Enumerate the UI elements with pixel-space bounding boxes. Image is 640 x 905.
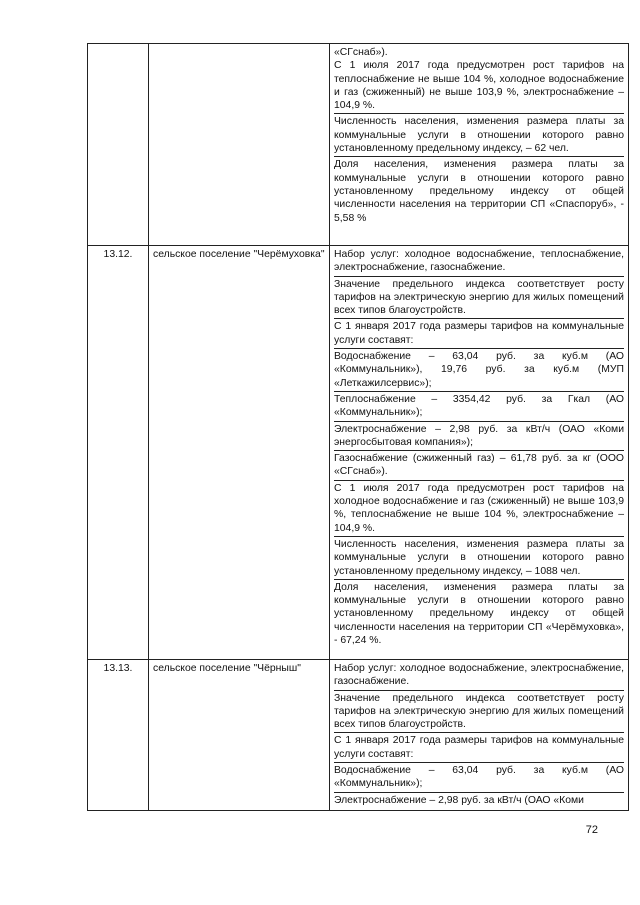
paragraph: Теплоснабжение – 3354,42 руб. за Гкал (АО «Коммунальник»); bbox=[334, 393, 624, 422]
paragraph: Водоснабжение – 63,04 руб. за куб.м (АО «Коммунальник»); bbox=[334, 764, 624, 793]
tariff-table bbox=[87, 43, 629, 811]
paragraph: Значение предельного индекса соответствует росту тарифов на электрическую энергию для жилых помещений всех типов благоустройств. bbox=[334, 278, 624, 320]
table-row bbox=[88, 660, 629, 811]
paragraph: Численность населения, изменения размера платы за коммунальные услуги в отношении которого равно установленному предельному индексу, – 1088 чел. bbox=[334, 538, 624, 580]
paragraph: Электроснабжение – 2,98 руб. за кВт/ч (ОАО «Коми bbox=[334, 794, 584, 806]
row-number bbox=[88, 44, 149, 246]
table-row bbox=[88, 44, 629, 246]
paragraph: Электроснабжение – 2,98 руб. за кВт/ч (ОАО «Коми энергосбытовая компания»); bbox=[334, 423, 624, 452]
paragraph: Доля населения, изменения размера платы за коммунальные услуги в отношении которого равно установленному предельному индексу от общей численности населения на территории СП «Черёмуховка», - 67,24 %. bbox=[334, 581, 624, 647]
paragraph: Набор услуг: холодное водоснабжение, электроснабжение, газоснабжение. bbox=[334, 662, 624, 691]
page-number: 72 bbox=[585, 824, 598, 836]
paragraph: Численность населения, изменения размера платы за коммунальные услуги в отношении которого равно установленному предельному индексу, – 62 чел. bbox=[334, 115, 624, 157]
settlement-name: сельское поселение "Чёрныш" bbox=[149, 660, 330, 811]
tariff-description bbox=[330, 660, 629, 811]
paragraph: «СГснаб»). С 1 июля 2017 года предусмотрен рост тарифов на теплоснабжение не выше 104 %, холодное водоснабжение и газ (сжиженный) не выше 103,9 %, электроснабжение – 104,9 %. bbox=[334, 46, 624, 114]
paragraph: Водоснабжение – 63,04 руб. за куб.м (АО «Коммунальник»), 19,76 руб. за куб.м (МУП «Леткажилсервис»); bbox=[334, 350, 624, 392]
row-number: 13.12. bbox=[88, 246, 149, 660]
tariff-description bbox=[330, 44, 629, 246]
paragraph: С 1 января 2017 года размеры тарифов на коммунальные услуги составят: bbox=[334, 320, 624, 349]
paragraph: С 1 июля 2017 года предусмотрен рост тарифов на холодное водоснабжение и газ (сжиженный) не выше 103,9 %, теплоснабжение не выше 104 %, электроснабжение – 104,9 %. bbox=[334, 482, 624, 537]
tariff-description bbox=[330, 246, 629, 660]
table-row bbox=[88, 246, 629, 660]
row-number: 13.13. bbox=[88, 660, 149, 811]
paragraph: Значение предельного индекса соответствует росту тарифов на электрическую энергию для жилых помещений всех типов благоустройств. bbox=[334, 692, 624, 734]
paragraph: Газоснабжение (сжиженный газ) – 61,78 руб. за кг (ООО «СГснаб»). bbox=[334, 452, 624, 481]
paragraph: Доля населения, изменения размера платы за коммунальные услуги в отношении которого равно установленному предельному индексу от общей численности населения на территории СП «Спаспоруб», - 5,58 % bbox=[334, 159, 624, 224]
paragraph: Набор услуг: холодное водоснабжение, теплоснабжение, электроснабжение, газоснабжение. bbox=[334, 248, 624, 277]
settlement-name: сельское поселение "Черёмуховка" bbox=[149, 246, 330, 660]
paragraph: С 1 января 2017 года размеры тарифов на коммунальные услуги составят: bbox=[334, 734, 624, 763]
settlement-name bbox=[149, 44, 330, 246]
